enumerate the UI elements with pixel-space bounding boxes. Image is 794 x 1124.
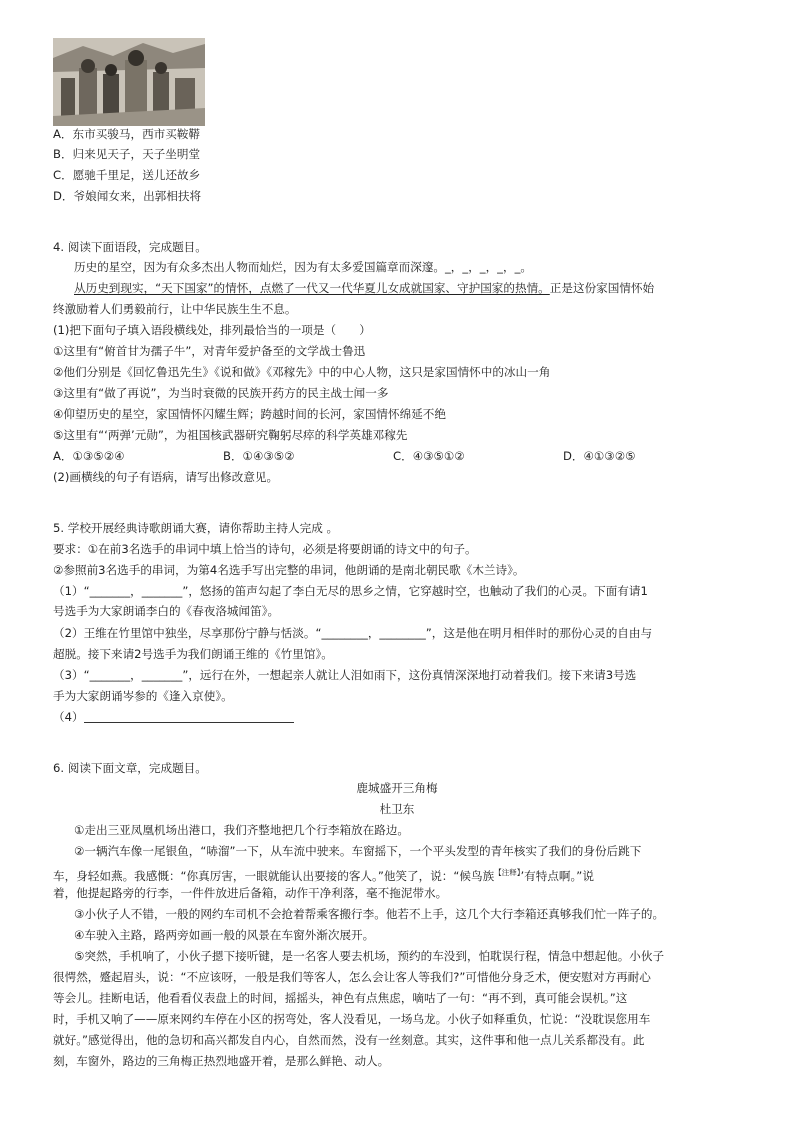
- q4-item-4: ④仰望历史的星空，家国情怀闪耀生辉；跨越时间的长河，家国情怀绵延不绝: [53, 407, 446, 421]
- q5-line-7: [53, 709, 294, 726]
- q4-choices: [53, 448, 636, 465]
- q4-choice-a: A．①③⑤②④: [53, 449, 125, 463]
- article-line-5: ③小伙子人不错，一般的网约车司机不会抢着帮乘客搬行李。他若不上手，这几个大行李箱还真够我们忙一阵子的。: [74, 907, 665, 921]
- q3-option-b: B．归来见天子，天子坐明堂: [53, 147, 201, 161]
- article-line-9: 等会儿。挂断电话，他看看仪表盘上的时间，摇摇头，神色有点焦虑，嘀咕了一句：“再不到，真可能会误机。”这: [53, 991, 628, 1005]
- annotation-marker: 【注释】: [494, 868, 521, 877]
- q3-option-a: A．东市买骏马，西市买鞍鞯: [53, 127, 201, 141]
- illustration-image: [53, 38, 205, 126]
- q4-heading: 4. 阅读下面语段，完成题目。: [53, 240, 207, 254]
- article-line-4: 着，他提起路旁的行李，一件件放进后备箱，动作干净利落，毫不拖泥带水。: [53, 886, 448, 900]
- article-line-3-tail: ’有特点啊。”说: [520, 869, 594, 883]
- article-line-2: ②一辆汽车像一尾银鱼，“哧溜”一下，从车流中驶来。车窗摇下，一个平头发型的青年核实了我们的身份后跳下: [74, 844, 642, 858]
- q4-item-2: ②他们分别是《回忆鲁迅先生》《说和做》《邓稼先》中的中心人物，这只是家国情怀中的冰山一角: [53, 365, 551, 379]
- q5-heading: 5. 学校开展经典诗歌朗诵大赛，请你帮助主持人完成 。: [53, 521, 339, 535]
- q4-item-3: ③这里有“做了再说”，为当时衰微的民族开药方的民主战士闻一多: [53, 386, 389, 400]
- q5-requirement-1: 要求：①在前3名选手的串词中填上恰当的诗句，必须是将要朗诵的诗文中的句子。: [53, 542, 477, 556]
- q4-para-line2-rest: 正是这份家国情怀始: [549, 281, 655, 295]
- article-line-11: 就好。”感觉得出，他的急切和高兴都发自内心，自然而然，没有一丝刻意。其实，这件事和他一点儿关系都没有。此: [53, 1033, 645, 1047]
- q6-heading: 6. 阅读下面文章，完成题目。: [53, 761, 207, 775]
- q4-choice-c: C．④③⑤①②: [393, 449, 465, 463]
- q3-option-d: D．爷娘闻女来，出郭相扶将: [53, 189, 202, 203]
- q4-para-line2: [74, 280, 654, 297]
- article-line-1: ①走出三亚凤凰机场出港口，我们齐整地把几个行李箱放在路边。: [74, 823, 410, 837]
- q5-requirement-2: ②参照前3名选手的串词，为第4名选手写出完整的串词，他朗诵的是南北朝民歌《木兰诗》。: [53, 563, 525, 577]
- q5-line-3: （2）王维在竹里馆中独坐，尽享那份宁静与恬淡。“________，________”，这是他在明月相伴时的那份心灵的自由与: [53, 626, 653, 640]
- q5-line-7-label: （4）: [53, 710, 84, 724]
- article-author: 杜卫东: [379, 802, 415, 816]
- q4-choice-b: B．①④③⑤②: [223, 449, 295, 463]
- article-line-3: [53, 864, 594, 885]
- q5-line-4: 超脱。接下来请2号选手为我们朗诵王维的《竹里馆》。: [53, 647, 333, 661]
- article-line-10: 时，手机又响了——原来网约车停在小区的拐弯处，客人没看见，一场乌龙。小伙子如释重负，忙说：“没耽误您用车: [53, 1012, 651, 1026]
- article-line-8: 很愕然，蹙起眉头，说：“不应该呀，一般是我们等客人，怎么会让客人等我们?”可惜他分身乏术，便安慰对方再耐心: [53, 970, 651, 984]
- q5-line-6: 手为大家朗诵岑参的《逢入京使》。: [53, 689, 233, 703]
- q4-para-line3: 终激励着人们勇毅前行，让中华民族生生不息。: [53, 302, 297, 316]
- q4-underlined-sentence: 从历史到现实，“天下国家”的情怀，点燃了一代又一代华夏儿女成就国家、守护国家的热情。: [74, 281, 550, 295]
- q4-sub2: (2)画横线的句子有语病，请写出修改意见。: [53, 470, 279, 484]
- q4-choice-d: D．④①③②⑤: [563, 449, 636, 463]
- q4-sub1: (1)把下面句子填入语段横线处，排列最恰当的一项是（ ）: [53, 323, 371, 337]
- q5-line-2: 号选手为大家朗诵李白的《春夜洛城闻笛》。: [53, 604, 280, 618]
- article-line-7: ⑤突然，手机响了，小伙子摁下接听键，是一名客人要去机场，预约的车没到，怕耽误行程，情急中想起他。小伙子: [74, 949, 665, 963]
- q3-option-c: C．愿驰千里足，送儿还故乡: [53, 168, 201, 182]
- q4-item-5: ⑤这里有“‘两弹’元勋”，为祖国核武器研究鞠躬尽瘁的科学英雄邓稼先: [53, 428, 408, 442]
- q5-line-1: （1）“_______，_______”，悠扬的笛声勾起了李白无尽的思乡之情，它穿越时空，也触动了我们的心灵。下面有请1: [53, 584, 648, 598]
- article-line-6: ④车驶入主路，路两旁如画一般的风景在车窗外渐次展开。: [74, 928, 375, 942]
- q5-answer-blank: [84, 710, 294, 723]
- article-line-3-text: 车，身轻如燕。我感慨：“你真厉害，一眼就能认出要接的客人。”他笑了，说：“候鸟族: [53, 869, 495, 883]
- q4-item-1: ①这里有“俯首甘为孺子牛”，对青年爱护备至的文学战士鲁迅: [53, 344, 366, 358]
- article-title: 鹿城盛开三角梅: [356, 781, 438, 795]
- article-line-12: 刻，车窗外，路边的三角梅正热烈地盛开着，是那么鲜艳、动人。: [53, 1054, 390, 1068]
- q5-line-5: （3）“_______，_______”，远行在外，一想起亲人就让人泪如雨下，这份真情深深地打动着我们。接下来请3号选: [53, 668, 637, 682]
- q4-para-line1: 历史的星空，因为有众多杰出人物而灿烂，因为有太多爱国篇章而深邃。_，_，_，_，_。: [74, 260, 532, 274]
